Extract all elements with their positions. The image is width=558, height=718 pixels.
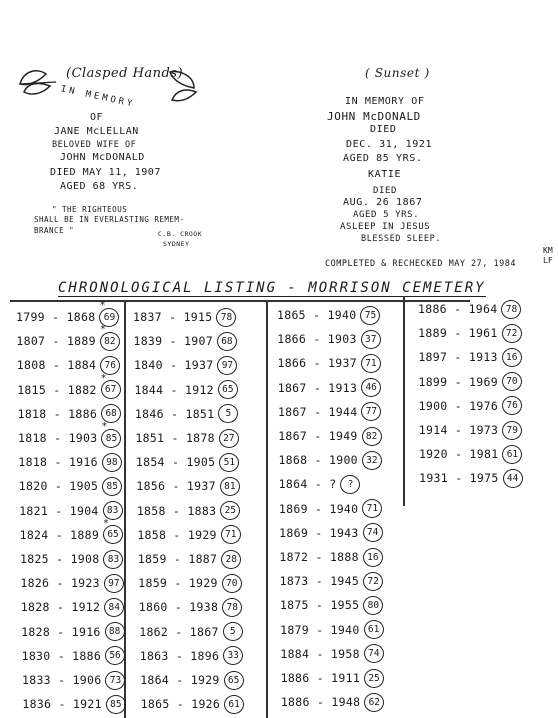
right-line-8: AGED 5 YRS. [353, 210, 420, 220]
age-circle: 82 [100, 332, 120, 351]
table-row [17, 372, 120, 401]
life-dates: 1837 - 1915 [133, 310, 213, 324]
life-dates: 1886 - 1948 [280, 695, 361, 710]
left-line-10: C.B. CROOK [158, 230, 203, 238]
life-dates: 1839 - 1907 [133, 334, 213, 349]
age-circle: 83 [103, 501, 123, 520]
table-row [277, 352, 380, 374]
table-row [278, 377, 381, 399]
table-row [279, 522, 382, 544]
age-circle: 97 [104, 574, 124, 593]
life-dates: 1920 - 1981 [418, 447, 499, 462]
left-caption: (Clasped Hands) [66, 66, 184, 81]
table-row [16, 324, 119, 352]
life-dates: 1824 - 1889 [19, 527, 100, 542]
age-circle: 71 [362, 499, 382, 518]
table-row [18, 421, 121, 449]
left-line-0: IN MEMORY [59, 84, 136, 110]
age-circle: ? [340, 475, 360, 494]
table-row [136, 475, 239, 497]
life-dates: 1868 - 1900 [278, 453, 358, 468]
age-circle: 78 [501, 300, 521, 319]
asterisk-mark: * [100, 372, 107, 384]
right-line-3: DEC. 31, 1921 [346, 139, 433, 150]
life-dates: 1869 - 1943 [279, 525, 359, 540]
table-row [21, 621, 124, 643]
life-dates: 1866 - 1903 [277, 332, 357, 347]
age-circle: 16 [363, 548, 383, 567]
table-row [133, 306, 236, 328]
table-row [19, 475, 122, 497]
leaf-right-icon [166, 66, 200, 106]
life-dates: 1818 - 1916 [18, 455, 98, 470]
age-circle: 37 [361, 330, 381, 349]
asterisk-mark: * [103, 517, 110, 529]
life-dates: 1821 - 1904 [19, 503, 99, 518]
life-dates: 1840 - 1937 [133, 358, 214, 373]
leaf-left-icon [16, 62, 60, 98]
asterisk-mark: * [99, 300, 106, 311]
life-dates: 1879 - 1940 [280, 622, 360, 637]
life-dates: 1820 - 1905 [18, 479, 99, 494]
age-circle: 33 [223, 646, 243, 665]
table-row [22, 693, 125, 715]
left-line-1: OF [90, 112, 104, 123]
age-circle: 80 [363, 596, 383, 615]
table-row [19, 517, 123, 546]
table-row [419, 419, 522, 441]
age-circle: 85 [102, 477, 122, 496]
age-circle: 74 [364, 644, 384, 663]
age-circle: 97 [217, 356, 237, 375]
left-line-9: BRANCE " [34, 226, 75, 235]
life-dates: 1931 - 1975 [419, 471, 499, 486]
age-circle: 61 [364, 620, 384, 639]
table-row [135, 403, 238, 425]
life-dates: 1828 - 1916 [21, 624, 101, 639]
table-row [418, 346, 521, 368]
age-circle: 79 [502, 421, 522, 440]
life-dates: 1833 - 1906 [22, 673, 102, 687]
life-dates: 1851 - 1878 [135, 431, 215, 445]
table-row [279, 473, 361, 495]
right-line-5: KATIE [368, 169, 402, 180]
left-line-2: JANE McLELLAN [54, 126, 139, 137]
life-dates: 1889 - 1961 [418, 326, 498, 341]
life-dates: 1900 - 1976 [418, 398, 499, 413]
age-circle: 73 [105, 671, 125, 690]
life-dates: 1869 - 1940 [278, 501, 359, 516]
table-row [20, 572, 123, 594]
life-dates: 1899 - 1969 [418, 374, 498, 389]
age-circle: 46 [361, 378, 381, 397]
life-dates: 1844 - 1912 [134, 382, 214, 397]
table-row [418, 371, 521, 393]
table-row [281, 691, 384, 713]
right-line-4: AGED 85 YRS. [343, 153, 423, 164]
life-dates: 1873 - 1945 [279, 574, 360, 589]
age-circle: 98 [102, 453, 122, 472]
listing-title: CHRONOLOGICAL LISTING - MORRISON CEMETERY [58, 280, 486, 296]
table-row [141, 693, 244, 715]
age-circle: 51 [219, 453, 239, 472]
left-line-4: JOHN McDONALD [60, 152, 145, 163]
life-dates: 1859 - 1887 [137, 552, 218, 566]
life-dates: 1828 - 1912 [20, 600, 101, 615]
life-dates: 1884 - 1958 [280, 646, 360, 661]
life-dates: 1866 - 1937 [277, 356, 357, 371]
left-line-8: SHALL BE IN EVERLASTING REMEM- [34, 215, 185, 224]
life-dates: 1807 - 1889 [16, 334, 96, 349]
age-circle: 78 [222, 598, 242, 617]
initials [543, 246, 553, 266]
left-line-5: DIED MAY 11, 1907 [50, 167, 161, 178]
age-circle: 85 [101, 429, 121, 448]
age-circle: 74 [363, 523, 383, 542]
left-line-7: " THE RIGHTEOUS [52, 205, 128, 214]
life-dates: 1825 - 1908 [20, 552, 100, 566]
table-row [134, 379, 237, 401]
age-circle: 75 [360, 306, 380, 325]
age-circle: 16 [502, 348, 522, 367]
life-dates: 1860 - 1938 [138, 600, 219, 615]
table-row [278, 449, 381, 471]
life-dates: 1897 - 1913 [418, 350, 498, 365]
life-dates: 1856 - 1937 [136, 479, 216, 494]
right-line-1: JOHN McDONALD [327, 110, 421, 123]
age-circle: 70 [502, 372, 522, 391]
table-row [419, 443, 522, 465]
table-row [22, 669, 125, 691]
life-dates: 1864 - ? [278, 477, 337, 492]
age-circle: 62 [364, 693, 384, 712]
age-circle: 25 [364, 669, 384, 688]
age-circle: 32 [362, 451, 382, 470]
life-dates: 1867 - 1913 [277, 380, 358, 395]
age-circle: 68 [101, 404, 121, 423]
age-circle: 67 [101, 380, 121, 399]
left-line-11: SYDNEY [163, 240, 190, 248]
age-circle: 84 [104, 598, 124, 617]
age-circle: 61 [502, 445, 522, 464]
life-dates: 1865 - 1926 [140, 697, 221, 712]
life-dates: 1859 - 1929 [138, 576, 218, 591]
right-line-10: BLESSED SLEEP. [361, 234, 442, 244]
age-circle: 28 [221, 550, 241, 569]
life-dates: 1865 - 1940 [277, 308, 357, 322]
table-row [137, 500, 240, 522]
table-row [280, 619, 383, 641]
initial-2: LF [543, 256, 553, 265]
column-divider-2 [266, 300, 268, 718]
left-line-6: AGED 68 YRS. [60, 181, 139, 192]
table-row [277, 328, 380, 350]
right-line-0: IN MEMORY OF [345, 96, 425, 107]
table-row [137, 524, 240, 546]
table-row [418, 322, 521, 344]
age-circle: 65 [224, 671, 244, 690]
table-row [278, 401, 381, 423]
table-row [139, 621, 242, 643]
age-circle: 44 [503, 469, 523, 488]
life-dates: 1864 - 1929 [140, 673, 220, 687]
life-dates: 1836 - 1921 [22, 697, 102, 712]
age-circle: 61 [224, 695, 244, 714]
table-top-rule [10, 300, 470, 302]
completed-note: COMPLETED & RECHECKED MAY 27, 1984 [325, 259, 516, 269]
age-circle: 83 [103, 550, 123, 569]
age-circle: 71 [221, 525, 241, 544]
table-row [133, 330, 236, 352]
life-dates: 1846 - 1851 [134, 406, 215, 421]
right-line-9: ASLEEP IN JESUS [340, 222, 431, 232]
life-dates: 1875 - 1955 [279, 598, 360, 613]
life-dates: 1914 - 1973 [418, 423, 499, 437]
life-dates: 1799 - 1868 [16, 310, 96, 324]
table-row [419, 467, 522, 489]
table-row [139, 596, 242, 618]
life-dates: 1818 - 1886 [17, 406, 98, 421]
life-dates: 1830 - 1886 [21, 648, 102, 663]
age-circle: 77 [361, 402, 381, 421]
table-row [279, 498, 382, 520]
table-row [138, 548, 241, 570]
age-circle: 76 [100, 356, 120, 375]
table-row [280, 570, 383, 592]
table-row [418, 298, 521, 320]
table-row [134, 354, 237, 376]
table-row [278, 425, 381, 447]
life-dates: 1867 - 1944 [277, 404, 358, 419]
table-row [280, 594, 383, 616]
age-circle: 56 [105, 646, 125, 665]
life-dates: 1858 - 1883 [136, 503, 217, 518]
life-dates: 1826 - 1923 [20, 576, 100, 591]
table-row [135, 427, 238, 449]
age-circle: 72 [502, 324, 522, 343]
age-circle: 27 [219, 429, 239, 448]
table-row [21, 596, 124, 618]
table-row [279, 546, 382, 568]
life-dates: 1858 - 1929 [137, 527, 217, 542]
age-circle: 81 [220, 477, 240, 496]
age-circle: 5 [223, 622, 243, 641]
age-circle: 82 [362, 427, 382, 446]
life-dates: 1886 - 1911 [280, 671, 361, 685]
age-circle: 72 [363, 572, 383, 591]
life-dates: 1867 - 1949 [278, 429, 358, 443]
age-circle: 78 [216, 308, 236, 327]
right-line-7: AUG. 26 1867 [343, 197, 423, 208]
table-row [138, 572, 241, 594]
table-row [22, 645, 125, 667]
life-dates: 1818 - 1903 [18, 431, 98, 445]
left-line-3: BELOVED WIFE OF [52, 140, 137, 150]
age-circle: 76 [502, 396, 522, 415]
right-line-2: DIED [370, 124, 397, 135]
life-dates: 1808 - 1884 [16, 358, 97, 373]
life-dates: 1886 - 1964 [418, 302, 498, 316]
table-row [277, 304, 380, 326]
age-circle: 85 [106, 695, 126, 714]
table-row [140, 645, 243, 667]
initial-1: KM [543, 246, 553, 255]
table-row [136, 451, 239, 473]
age-circle: 70 [222, 574, 242, 593]
asterisk-mark: * [99, 324, 106, 336]
age-circle: 71 [361, 354, 381, 373]
age-circle: 68 [217, 332, 237, 351]
column-divider-3 [403, 296, 405, 506]
age-circle: 65 [103, 525, 123, 544]
table-row [20, 548, 123, 570]
age-circle: 65 [218, 380, 238, 399]
age-circle: 69 [99, 308, 119, 327]
life-dates: 1854 - 1905 [135, 455, 216, 470]
life-dates: 1815 - 1882 [17, 382, 97, 397]
asterisk-mark: * [101, 421, 108, 432]
table-row [419, 395, 522, 417]
right-caption: ( Sunset ) [365, 66, 430, 80]
age-circle: 25 [220, 501, 240, 520]
life-dates: 1863 - 1896 [139, 648, 220, 663]
life-dates: 1862 - 1867 [139, 624, 219, 639]
life-dates: 1872 - 1888 [279, 550, 359, 564]
age-circle: 5 [218, 404, 238, 423]
table-row [281, 667, 384, 689]
table-row [140, 669, 243, 691]
table-row [280, 643, 383, 665]
age-circle: 88 [105, 622, 125, 641]
table-row [18, 451, 121, 473]
right-line-6: DIED [373, 186, 398, 196]
